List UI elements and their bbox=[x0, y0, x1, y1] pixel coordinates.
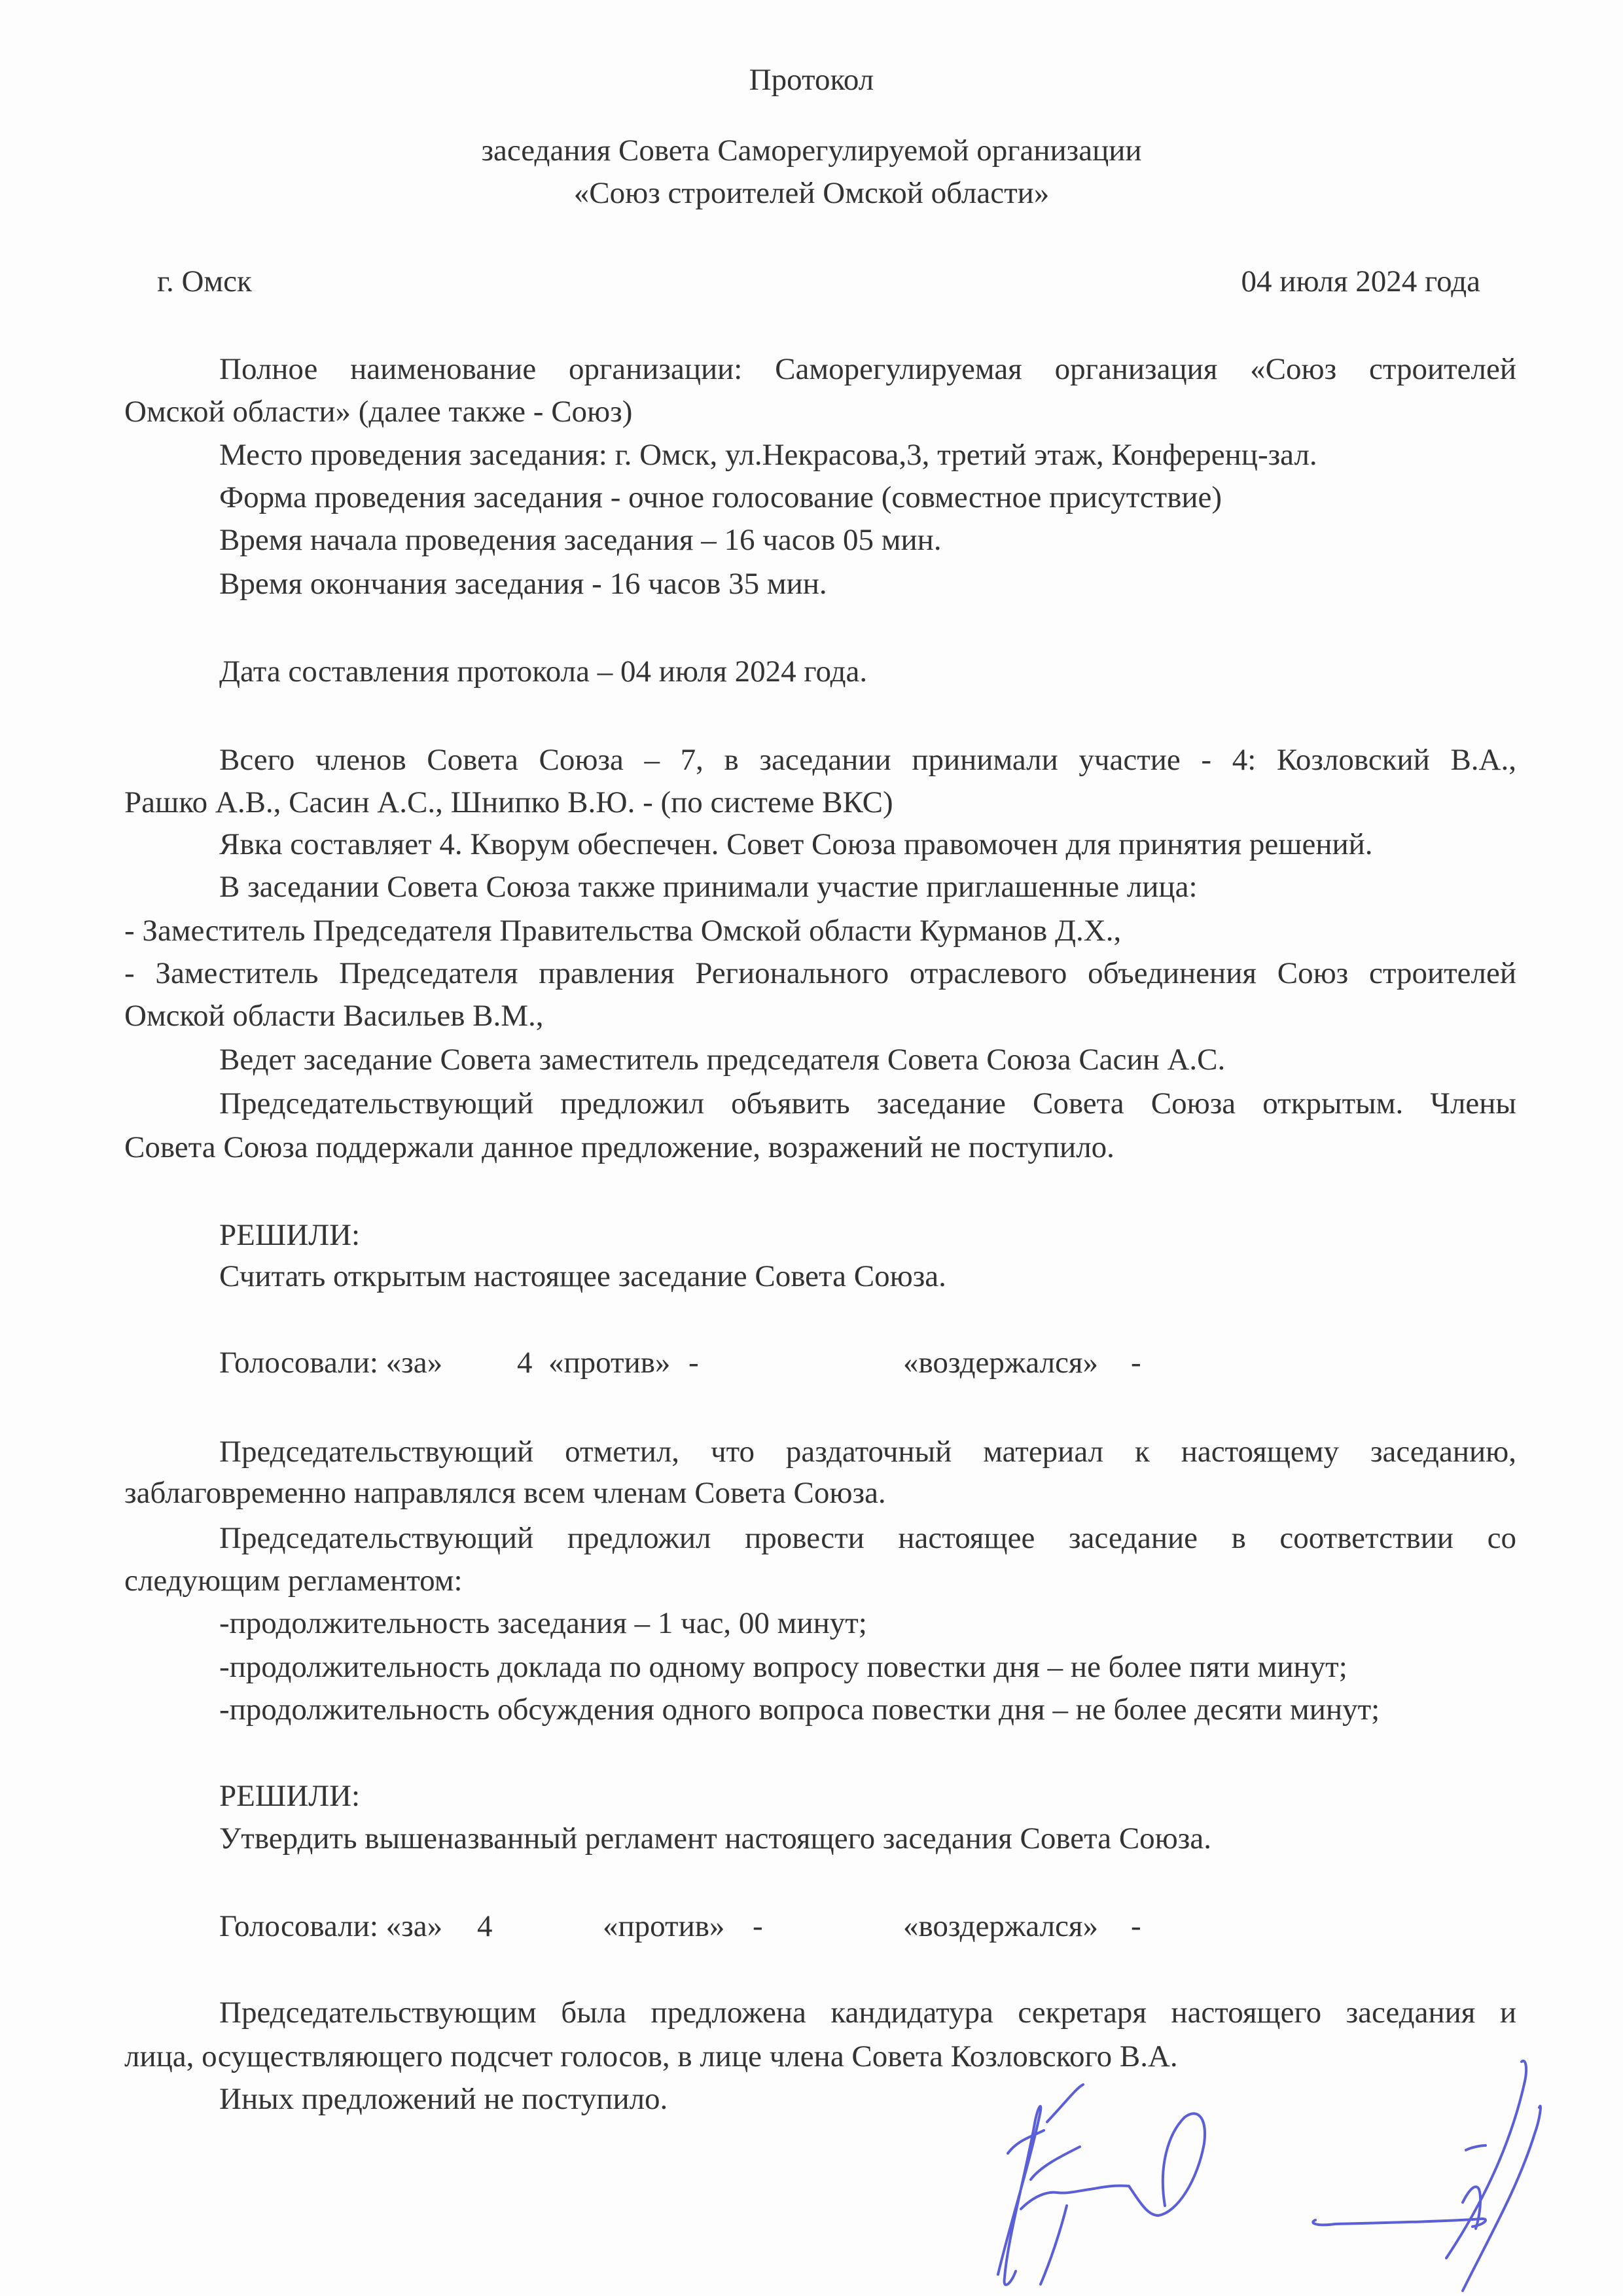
document-date: 04 июля 2024 года bbox=[1241, 264, 1480, 298]
chairperson: Ведет заседание Совета заместитель председателя Совета Союза Сасин А.С. bbox=[219, 1043, 1226, 1077]
signature-1 bbox=[969, 2081, 1230, 2296]
vote-abstain-label: «воздержался» bbox=[903, 1346, 1099, 1380]
vote-against-label: «против» bbox=[548, 1346, 671, 1380]
regulation-item: -продолжительность заседания – 1 час, 00 минут; bbox=[219, 1606, 867, 1640]
quorum: Явка составляет 4. Кворум обеспечен. Совет Союза правомочен для принятия решений. bbox=[219, 827, 1373, 861]
protocol-date: Дата составления протокола – 04 июля 2024 года. bbox=[219, 655, 868, 689]
material-line1: Председательствующий отметил, что раздаточный материал к настоящему заседанию, bbox=[219, 1435, 1516, 1469]
decision2-text: Утвердить вышеназванный регламент настоящего заседания Совета Союза. bbox=[219, 1821, 1211, 1856]
members-line1: Всего членов Совета Союза – 7, в заседании принимали участие - 4: Козловский В.А., bbox=[219, 743, 1516, 777]
document-subtitle-line2: «Союз строителей Омской области» bbox=[573, 176, 1050, 210]
no-other-proposals: Иных предложений не поступило. bbox=[219, 2082, 668, 2116]
secretary-line1: Председательствующим была предложена кандидатура секретаря настоящего заседания и bbox=[219, 1996, 1516, 2030]
members-line2: Рашко А.В., Сасин А.С., Шнипко В.Ю. - (по системе ВКС) bbox=[124, 785, 893, 819]
document-subtitle-line1: заседания Совета Саморегулируемой организации bbox=[481, 134, 1142, 168]
document-title: Протокол bbox=[749, 63, 874, 97]
decision2-vote bbox=[0, 1907, 1623, 1946]
vote-against-count: - bbox=[688, 1346, 699, 1380]
vote-label: Голосовали: «за» bbox=[219, 1346, 443, 1380]
regulation-proposal-line1: Председательствующий предложил провести настоящее заседание в соответствии со bbox=[219, 1521, 1516, 1555]
invited-person-2-line2: Омской области Васильев В.М., bbox=[124, 999, 544, 1033]
open-proposal-line2: Совета Союза поддержали данное предложение, возражений не поступило. bbox=[124, 1130, 1115, 1164]
end-time: Время окончания заседания - 16 часов 35 мин. bbox=[219, 567, 827, 601]
vote-abstain-count: - bbox=[1131, 1346, 1141, 1380]
material-line2: заблаговременно направлялся всем членам Совета Союза. bbox=[124, 1476, 886, 1510]
regulation-proposal-line2: следующим регламентом: bbox=[124, 1564, 463, 1598]
signature-2 bbox=[1296, 2055, 1571, 2296]
secretary-line2: лица, осуществляющего подсчет голосов, в лице члена Совета Козловского В.А. bbox=[124, 2039, 1178, 2073]
vote-against-count: - bbox=[753, 1909, 763, 1943]
invited-person-1: - Заместитель Председателя Правительства Омской области Курманов Д.Х., bbox=[124, 914, 1122, 948]
vote-for-count: 4 bbox=[517, 1346, 533, 1380]
regulation-item: -продолжительность доклада по одному вопросу повестки дня – не более пяти минут; bbox=[219, 1650, 1347, 1684]
meeting-form: Форма проведения заседания - очное голосование (совместное присутствие) bbox=[219, 480, 1222, 514]
decision2-heading: РЕШИЛИ: bbox=[219, 1779, 361, 1813]
vote-abstain-label: «воздержался» bbox=[903, 1909, 1099, 1943]
org-name-line2: Омской области» (далее также - Союз) bbox=[124, 395, 633, 429]
vote-label: Голосовали: «за» bbox=[219, 1909, 443, 1943]
decision1-vote bbox=[0, 1343, 1623, 1382]
vote-abstain-count: - bbox=[1131, 1909, 1141, 1943]
regulation-item: -продолжительность обсуждения одного вопроса повестки дня – не более десяти минут; bbox=[219, 1693, 1380, 1727]
invited-person-2-line1: - Заместитель Председателя правления Регионального отраслевого объединения Союз строителей bbox=[124, 956, 1516, 990]
vote-for-count: 4 bbox=[477, 1909, 493, 1943]
invited-intro: В заседании Совета Союза также принимали участие приглашенные лица: bbox=[219, 870, 1198, 904]
start-time: Время начала проведения заседания – 16 часов 05 мин. bbox=[219, 523, 942, 557]
org-name-line1: Полное наименование организации: Саморегулируемая организация «Союз строителей bbox=[219, 352, 1516, 386]
city: г. Омск bbox=[157, 264, 252, 298]
decision1-text: Считать открытым настоящее заседание Совета Союза. bbox=[219, 1259, 946, 1293]
decision1-heading: РЕШИЛИ: bbox=[219, 1218, 361, 1252]
open-proposal-line1: Председательствующий предложил объявить заседание Совета Союза открытым. Члены bbox=[219, 1086, 1516, 1121]
vote-against-label: «против» bbox=[603, 1909, 725, 1943]
meeting-place: Место проведения заседания: г. Омск, ул.Некрасова,3, третий этаж, Конференц-зал. bbox=[219, 438, 1317, 472]
